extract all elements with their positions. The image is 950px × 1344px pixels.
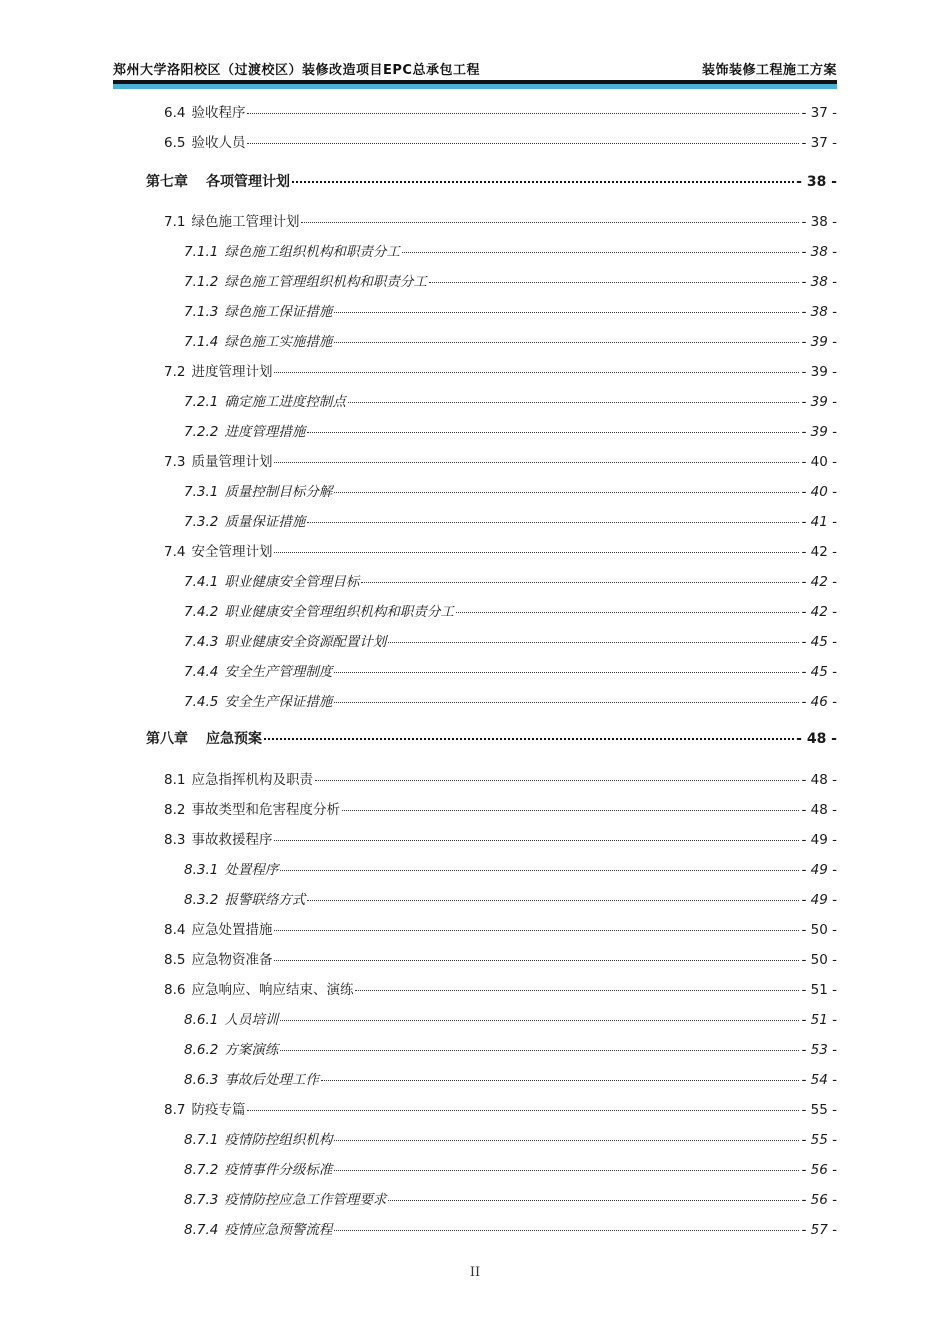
toc-entry-title — [184, 510, 305, 530]
toc-subsection-entry[interactable] — [184, 1038, 837, 1060]
toc-dot-leader — [264, 738, 794, 740]
toc-entry-number: 7.1.2 — [184, 274, 219, 290]
toc-dot-leader — [361, 582, 799, 583]
toc-dot-leader — [292, 181, 794, 183]
toc-entry-page: - 41 - — [801, 514, 837, 530]
toc-dot-leader — [301, 222, 799, 223]
toc-subsection-entry[interactable] — [184, 420, 837, 442]
toc-dot-leader — [274, 840, 799, 841]
toc-section-entry[interactable] — [164, 1098, 837, 1120]
toc-entry-page: - 48 - — [801, 772, 837, 788]
toc-dot-leader — [334, 312, 799, 313]
toc-entry-page: - 53 - — [801, 1042, 837, 1058]
toc-entry-text: 疫情防控组织机构 — [224, 1132, 333, 1148]
toc-entry-text: 处置程序 — [224, 862, 279, 878]
toc-entry-page: - 39 - — [801, 334, 837, 350]
toc-entry-text: 报警联络方式 — [224, 892, 306, 908]
toc-entry-text: 事故后处理工作 — [224, 1072, 319, 1088]
toc-entry-title — [164, 101, 245, 121]
toc-entry-title — [184, 1128, 332, 1148]
toc-entry-title — [164, 948, 272, 968]
toc-dot-leader — [247, 113, 799, 114]
toc-entry-page: - 38 - — [801, 214, 837, 230]
toc-subsection-entry[interactable] — [184, 270, 837, 292]
toc-entry-text: 质量控制目标分解 — [224, 484, 333, 500]
toc-section-entry[interactable] — [164, 948, 837, 970]
toc-entry-number: 8.6.1 — [184, 1012, 219, 1028]
toc-entry-text: 应急响应、响应结束、演练 — [191, 982, 354, 998]
toc-entry-title — [146, 171, 290, 191]
toc-entry-page: - 49 - — [801, 832, 837, 848]
toc-entry-title — [164, 360, 272, 380]
toc-entry-text: 安全管理计划 — [191, 544, 273, 560]
toc-entry-title — [164, 450, 272, 470]
toc-chapter-entry[interactable] — [146, 728, 837, 750]
toc-entry-number: 8.7 — [164, 1102, 186, 1118]
toc-entry-text: 事故类型和危害程度分析 — [191, 802, 340, 818]
toc-dot-leader — [307, 900, 799, 901]
toc-entry-text: 绿色施工保证措施 — [224, 304, 333, 320]
toc-entry-text: 职业健康安全管理目标 — [224, 574, 360, 590]
toc-subsection-entry[interactable] — [184, 630, 837, 652]
toc-entry-text: 职业健康安全资源配置计划 — [224, 634, 387, 650]
toc-entry-title — [164, 131, 245, 151]
toc-entry-number: 6.5 — [164, 135, 186, 151]
toc-dot-leader — [274, 462, 799, 463]
toc-entry-number: 8.7.3 — [184, 1192, 219, 1208]
toc-entry-title — [164, 798, 340, 818]
toc-entry-page: - 56 - — [801, 1162, 837, 1178]
toc-entry-page: - 50 - — [801, 922, 837, 938]
toc-entry-number: 7.4.5 — [184, 694, 219, 710]
toc-dot-leader — [429, 282, 800, 283]
toc-subsection-entry[interactable] — [184, 390, 837, 412]
toc-entry-number: 8.7.1 — [184, 1132, 219, 1148]
toc-section-entry[interactable] — [164, 210, 837, 232]
toc-entry-title — [164, 540, 272, 560]
toc-subsection-entry[interactable] — [184, 240, 837, 262]
toc-entry-number: 7.4 — [164, 544, 186, 560]
toc-entry-page: - 37 - — [801, 135, 837, 151]
toc-entry-number: 8.6 — [164, 982, 186, 998]
toc-dot-leader — [307, 522, 799, 523]
toc-subsection-entry[interactable] — [184, 330, 837, 352]
toc-entry-number: 7.3.2 — [184, 514, 219, 530]
toc-entry-number: 7.1.1 — [184, 244, 219, 260]
toc-entry-title — [184, 480, 332, 500]
toc-entry-page: - 56 - — [801, 1192, 837, 1208]
toc-entry-title — [184, 1218, 332, 1238]
toc-entry-page: - 49 - — [801, 862, 837, 878]
toc-section-entry[interactable] — [164, 918, 837, 940]
toc-entry-number: 7.1.4 — [184, 334, 219, 350]
toc-entry-text: 职业健康安全管理组织机构和职责分工 — [224, 604, 454, 620]
toc-entry-page: - 38 - — [801, 244, 837, 260]
toc-dot-leader — [247, 143, 799, 144]
toc-entry-text: 人员培训 — [224, 1012, 279, 1028]
toc-entry-text: 疫情事件分级标准 — [224, 1162, 333, 1178]
toc-entry-page: - 46 - — [801, 694, 837, 710]
toc-entry-text: 验收人员 — [191, 135, 246, 151]
toc-entry-page: - 37 - — [801, 105, 837, 121]
toc-section-entry[interactable] — [164, 131, 837, 153]
toc-entry-page: - 50 - — [801, 952, 837, 968]
toc-entry-text: 确定施工进度控制点 — [224, 394, 346, 410]
toc-entry-title — [184, 1038, 278, 1058]
toc-entry-text: 绿色施工管理计划 — [191, 214, 300, 230]
toc-entry-title — [184, 270, 427, 290]
toc-subsection-entry[interactable] — [184, 1068, 837, 1090]
toc-dot-leader — [321, 1080, 800, 1081]
toc-entry-title — [184, 240, 400, 260]
toc-entry-text: 事故救援程序 — [191, 832, 273, 848]
toc-section-entry[interactable] — [164, 828, 837, 850]
toc-dot-leader — [334, 702, 799, 703]
toc-entry-page: - 39 - — [801, 364, 837, 380]
toc-dot-leader — [307, 432, 799, 433]
toc-entry-number: 8.3.2 — [184, 892, 219, 908]
toc-dot-leader — [342, 810, 800, 811]
toc-section-entry[interactable] — [164, 101, 837, 123]
toc-entry-number: 7.4.1 — [184, 574, 219, 590]
toc-entry-number: 8.4 — [164, 922, 186, 938]
toc-entry-title — [184, 888, 305, 908]
toc-entry-page: - 54 - — [801, 1072, 837, 1088]
toc-entry-number: 8.7.2 — [184, 1162, 219, 1178]
toc-entry-number: 7.1.3 — [184, 304, 219, 320]
header-rule-blue — [113, 84, 837, 89]
toc-entry-title — [164, 978, 353, 998]
toc-dot-leader — [274, 552, 799, 553]
toc-entry-title — [184, 1158, 332, 1178]
toc-section-entry[interactable] — [164, 540, 837, 562]
toc-dot-leader — [247, 1110, 799, 1111]
toc-entry-page: - 48 - — [801, 802, 837, 818]
toc-entry-text: 应急指挥机构及职责 — [191, 772, 313, 788]
toc-entry-title — [164, 210, 299, 230]
toc-entry-text: 应急物资准备 — [191, 952, 273, 968]
toc-entry-title — [184, 420, 305, 440]
toc-section-entry[interactable] — [164, 798, 837, 820]
toc-entry-title — [164, 768, 313, 788]
toc-subsection-entry[interactable] — [184, 480, 837, 502]
toc-entry-number: 8.3 — [164, 832, 186, 848]
toc-entry-page: - 42 - — [801, 574, 837, 590]
toc-entry-page: - 38 - — [796, 174, 837, 190]
toc-entry-number: 8.6.3 — [184, 1072, 219, 1088]
toc-entry-text: 安全生产保证措施 — [224, 694, 333, 710]
toc-entry-number: 7.2.2 — [184, 424, 219, 440]
toc-entry-title — [184, 330, 332, 350]
toc-entry-number: 7.4.4 — [184, 664, 219, 680]
toc-entry-text: 各项管理计划 — [206, 174, 290, 190]
toc-entry-page: - 42 - — [801, 604, 837, 620]
toc-dot-leader — [388, 642, 799, 643]
toc-dot-leader — [334, 492, 799, 493]
toc-entry-number: 第八章 — [146, 731, 188, 747]
header-document-title: 装饰装修工程施工方案 — [701, 63, 837, 78]
toc-entry-number: 8.6.2 — [184, 1042, 219, 1058]
toc-entry-number: 7.3 — [164, 454, 186, 470]
toc-entry-text: 疫情防控应急工作管理要求 — [224, 1192, 387, 1208]
toc-dot-leader — [334, 342, 799, 343]
toc-dot-leader — [334, 1230, 799, 1231]
toc-entry-page: - 38 - — [801, 304, 837, 320]
toc-entry-title — [184, 600, 454, 620]
toc-entry-text: 方案演练 — [224, 1042, 279, 1058]
toc-section-entry[interactable] — [164, 360, 837, 382]
toc-entry-text: 应急处置措施 — [191, 922, 273, 938]
toc-dot-leader — [402, 252, 800, 253]
toc-entry-text: 安全生产管理制度 — [224, 664, 333, 680]
toc-entry-text: 进度管理计划 — [191, 364, 273, 380]
toc-dot-leader — [280, 1050, 799, 1051]
toc-dot-leader — [274, 930, 799, 931]
toc-entry-number: 7.4.3 — [184, 634, 219, 650]
toc-entry-page: - 49 - — [801, 892, 837, 908]
toc-entry-text: 验收程序 — [191, 105, 246, 121]
toc-entry-number: 8.3.1 — [184, 862, 219, 878]
toc-section-entry[interactable] — [164, 768, 837, 790]
toc-entry-title — [184, 630, 386, 650]
toc-dot-leader — [334, 1140, 799, 1141]
toc-entry-page: - 40 - — [801, 484, 837, 500]
toc-entry-text: 绿色施工管理组织机构和职责分工 — [224, 274, 427, 290]
toc-dot-leader — [355, 990, 799, 991]
toc-subsection-entry[interactable] — [184, 1188, 837, 1210]
toc-entry-number: 7.3.1 — [184, 484, 219, 500]
toc-subsection-entry[interactable] — [184, 600, 837, 622]
toc-entry-number: 8.2 — [164, 802, 186, 818]
toc-entry-text: 绿色施工组织机构和职责分工 — [224, 244, 400, 260]
header-project-title: 郑州大学洛阳校区（过渡校区）装修改造项目EPC总承包工程 — [113, 63, 480, 78]
toc-entry-title — [184, 1008, 278, 1028]
toc-entry-title — [184, 570, 359, 590]
toc-entry-page: - 55 - — [801, 1132, 837, 1148]
toc-entry-title — [184, 858, 278, 878]
toc-chapter-entry[interactable] — [146, 171, 837, 193]
toc-entry-page: - 55 - — [801, 1102, 837, 1118]
toc-entry-page: - 48 - — [796, 731, 837, 747]
toc-entry-page: - 57 - — [801, 1222, 837, 1238]
toc-dot-leader — [334, 1170, 799, 1171]
toc-entry-text: 进度管理措施 — [224, 424, 306, 440]
toc-subsection-entry[interactable] — [184, 660, 837, 682]
toc-subsection-entry[interactable] — [184, 690, 837, 712]
toc-dot-leader — [334, 672, 799, 673]
toc-entry-page: - 39 - — [801, 394, 837, 410]
toc-entry-page: - 51 - — [801, 982, 837, 998]
toc-dot-leader — [274, 372, 799, 373]
toc-entry-title — [146, 728, 262, 748]
toc-subsection-entry[interactable] — [184, 510, 837, 532]
toc-entry-page: - 40 - — [801, 454, 837, 470]
toc-entry-title — [184, 660, 332, 680]
toc-entry-title — [164, 918, 272, 938]
toc-subsection-entry[interactable] — [184, 300, 837, 322]
toc-dot-leader — [456, 612, 800, 613]
toc-entry-number: 7.2.1 — [184, 394, 219, 410]
toc-entry-title — [164, 828, 272, 848]
toc-subsection-entry[interactable] — [184, 1218, 837, 1240]
toc-subsection-entry[interactable] — [184, 1158, 837, 1180]
toc-subsection-entry[interactable] — [184, 1008, 837, 1030]
toc-dot-leader — [274, 960, 799, 961]
toc-dot-leader — [348, 402, 800, 403]
toc-entry-title — [164, 1098, 245, 1118]
toc-dot-leader — [280, 870, 799, 871]
toc-entry-text: 质量管理计划 — [191, 454, 273, 470]
toc-section-entry[interactable] — [164, 450, 837, 472]
toc-entry-page: - 38 - — [801, 274, 837, 290]
toc-entry-text: 疫情应急预警流程 — [224, 1222, 333, 1238]
page-number: II — [469, 1265, 481, 1280]
running-header — [113, 52, 837, 78]
toc-entry-title — [184, 390, 346, 410]
toc-entry-text: 防疫专篇 — [191, 1102, 246, 1118]
toc-entry-page: - 39 - — [801, 424, 837, 440]
toc-entry-number: 8.5 — [164, 952, 186, 968]
toc-subsection-entry[interactable] — [184, 570, 837, 592]
toc-entry-title — [184, 1068, 319, 1088]
toc-entry-page: - 45 - — [801, 664, 837, 680]
toc-entry-number: 8.7.4 — [184, 1222, 219, 1238]
toc-entry-title — [184, 690, 332, 710]
toc-dot-leader — [280, 1020, 799, 1021]
toc-entry-text: 质量保证措施 — [224, 514, 306, 530]
toc-entry-page: - 42 - — [801, 544, 837, 560]
toc-subsection-entry[interactable] — [184, 888, 837, 910]
toc-entry-text: 应急预案 — [206, 731, 262, 747]
toc-entry-number: 7.4.2 — [184, 604, 219, 620]
toc-entry-number: 7.2 — [164, 364, 186, 380]
toc-entry-number: 7.1 — [164, 214, 186, 230]
toc-entry-number: 第七章 — [146, 174, 188, 190]
toc-section-entry[interactable] — [164, 978, 837, 1000]
toc-subsection-entry[interactable] — [184, 858, 837, 880]
toc-entry-number: 8.1 — [164, 772, 186, 788]
toc-subsection-entry[interactable] — [184, 1128, 837, 1150]
toc-dot-leader — [315, 780, 800, 781]
toc-entry-page: - 51 - — [801, 1012, 837, 1028]
toc-entry-number: 6.4 — [164, 105, 186, 121]
toc-entry-text: 绿色施工实施措施 — [224, 334, 333, 350]
toc-entry-title — [184, 1188, 386, 1208]
toc-dot-leader — [388, 1200, 799, 1201]
toc-entry-title — [184, 300, 332, 320]
toc-entry-page: - 45 - — [801, 634, 837, 650]
